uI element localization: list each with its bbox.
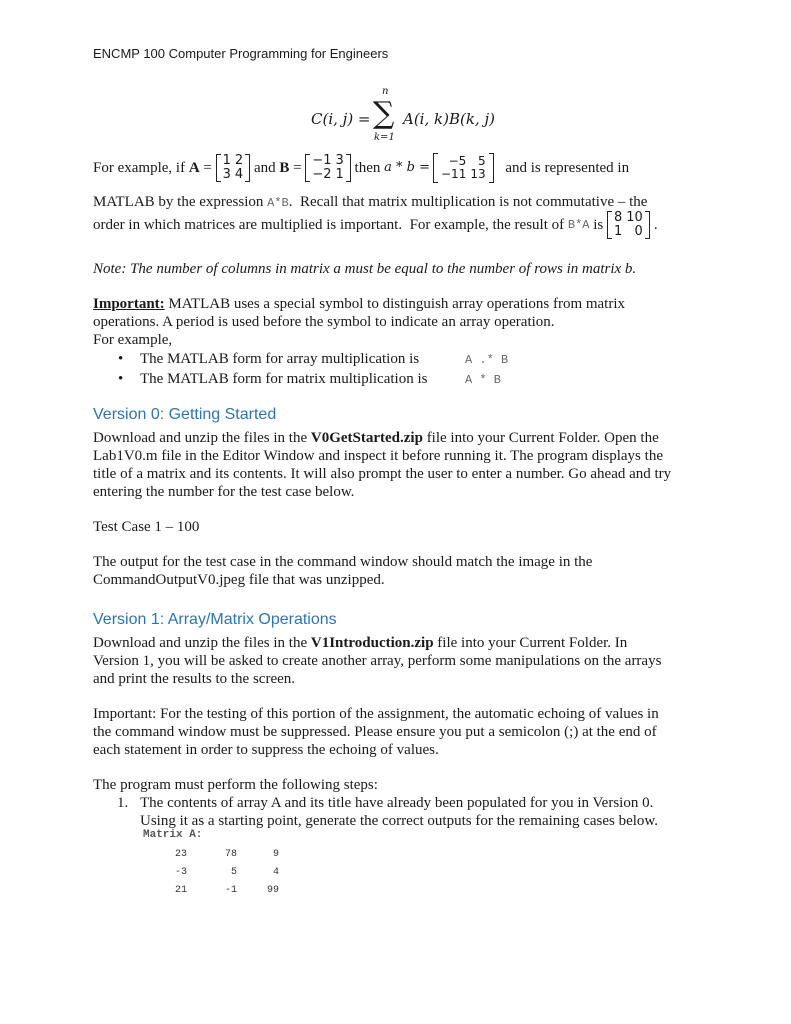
- command-output-title: Matrix A:: [143, 829, 203, 841]
- equals-sign-2: =: [289, 160, 306, 176]
- code-ab: A*B: [267, 196, 289, 210]
- code-ba: B*A: [567, 218, 590, 232]
- matrix-b: −1 3 −2 1: [305, 154, 350, 182]
- v0-output-line: CommandOutputV0.jpeg file that was unzipped.: [93, 572, 385, 588]
- example-text-1: For example, if: [93, 160, 189, 176]
- important-label: Important:: [93, 296, 165, 312]
- v1-paragraph-line: and print the results to the screen.: [93, 671, 296, 687]
- sum-lower-limit: k=1: [374, 132, 395, 143]
- sigma-symbol: ∑: [373, 96, 395, 131]
- step-line: The contents of array A and its title have already been populated for you in Version 0.: [140, 795, 654, 811]
- formula-lhs: C(i, j) =: [311, 110, 371, 128]
- example-tail: and is represented in: [501, 160, 630, 176]
- table-row: 23 78 9: [174, 849, 279, 860]
- v0-output-line: The output for the test case in the command window should match the image in the: [93, 554, 593, 570]
- sum-upper-limit: n: [382, 86, 389, 97]
- page-header: ENCMP 100 Computer Programming for Engineers: [93, 46, 389, 61]
- step-number: 1.: [117, 795, 129, 811]
- summation-formula: [311, 80, 511, 150]
- important-line-3: For example,: [93, 332, 173, 348]
- bullet-dot: •: [118, 371, 124, 387]
- step-line: Using it as a starting point, generate the correct outputs for the remaining cases below.: [140, 813, 659, 829]
- v0-paragraph-line: Download and unzip the files in the V0GetStarted.zip file into your Current Folder. Open the: [93, 430, 659, 446]
- v0-paragraph-line: Lab1V0.m file in the Editor Window and inspect it before running it. The program displays the: [93, 448, 663, 464]
- table-row: -3 5 4: [174, 867, 279, 878]
- example-line: [93, 148, 629, 188]
- and-text: and: [250, 160, 280, 176]
- steps-intro: The program must perform the following steps:: [93, 777, 378, 793]
- table-row: 21 -1 99: [174, 885, 279, 896]
- ab-label: a * b =: [384, 160, 430, 175]
- matrix-a-label: A: [188, 160, 200, 176]
- matrix-b-label: B: [279, 160, 290, 176]
- code-array-mult: A .* B: [465, 353, 509, 367]
- v0-paragraph-line: entering the number for the test case below.: [93, 484, 355, 500]
- matrix-a: 1 2 3 4: [216, 154, 251, 182]
- v1-important-line: each statement in order to suppress the echoing of values.: [93, 742, 439, 758]
- important-line-2: operations. A period is used before the symbol to indicate an array operation.: [93, 314, 555, 330]
- v1-paragraph-line: Version 1, you will be asked to create another array, perform some manipulations on the arrays: [93, 653, 662, 669]
- equals-sign: =: [199, 160, 216, 176]
- v1-zip-name: V1Introduction.zip: [310, 635, 434, 651]
- matlab-expression-line: MATLAB by the expression A*B. Recall that matrix multiplication is not commutative – the: [93, 194, 648, 210]
- v1-paragraph-line: Download and unzip the files in the V1Introduction.zip file into your Current Folder. In: [93, 635, 628, 651]
- then-text: then: [350, 160, 385, 176]
- test-case: Test Case 1 – 100: [93, 519, 200, 535]
- v0-paragraph-line: title of a matrix and its contents. It will also prompt the user to enter a number. Go ahead and try: [93, 466, 672, 482]
- version-1-heading: Version 1: Array/Matrix Operations: [93, 611, 337, 628]
- v1-important-line: the command window must be suppressed. Please ensure you put a semicolon (;) at the end of: [93, 724, 657, 740]
- bullet-dot: •: [118, 351, 124, 367]
- command-output-table: [143, 845, 281, 901]
- important-line-1: Important: MATLAB uses a special symbol to distinguish array operations from matrix: [93, 296, 626, 312]
- code-matrix-mult: A * B: [465, 373, 502, 387]
- matrix-ba: 8 10 1 0: [607, 211, 650, 239]
- v1-important-line: Important: For the testing of this portion of the assignment, the automatic echoing of values in: [93, 706, 659, 722]
- v0-zip-name: V0GetStarted.zip: [310, 430, 423, 446]
- formula-rhs: A(i, k)B(k, j): [403, 110, 495, 128]
- order-line: order in which matrices are multiplied is important. For example, the result of B*A is 8 10 1 0 .: [93, 210, 658, 239]
- matrix-ab: −5 5 −11 13: [433, 153, 494, 183]
- version-0-heading: Version 0: Getting Started: [93, 406, 277, 423]
- note-text: Note: The number of columns in matrix a must be equal to the number of rows in matrix b.: [93, 261, 637, 277]
